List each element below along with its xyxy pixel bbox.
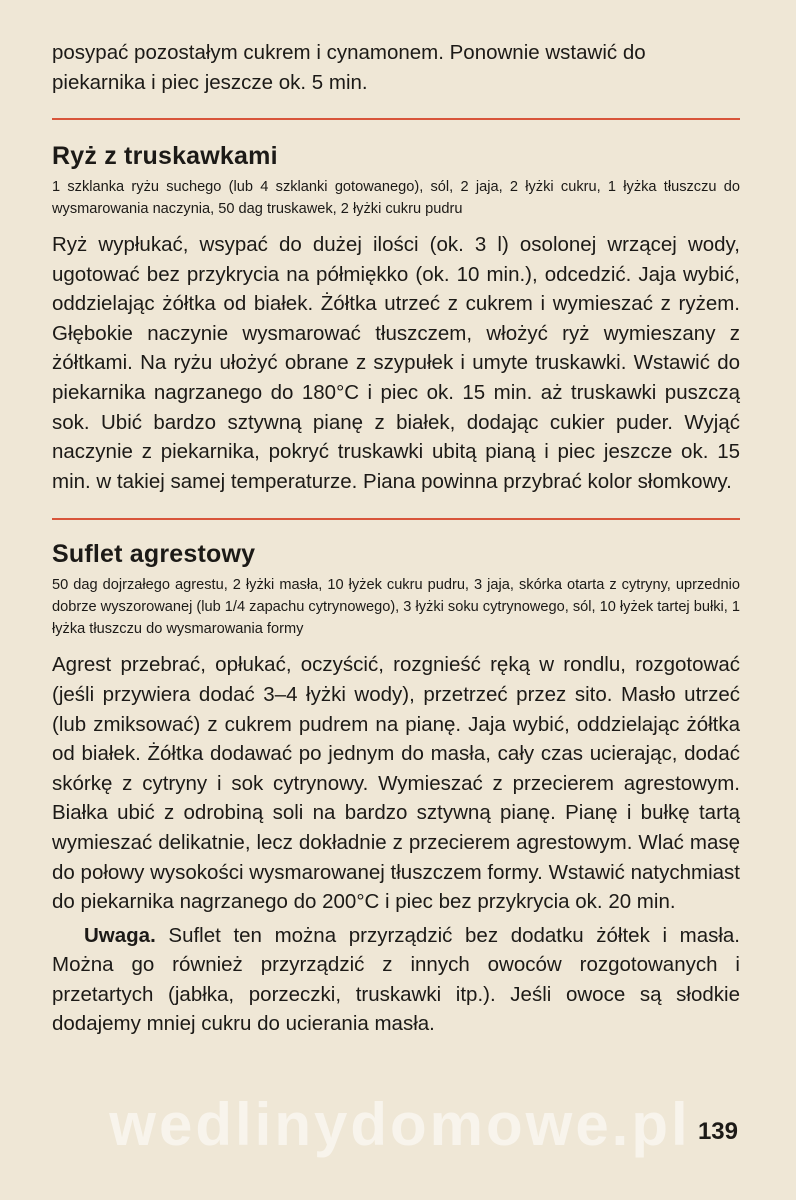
recipe-ryz-z-truskawkami (52, 140, 740, 496)
ingredients-list: 1 szklanka ryżu suchego (lub 4 szklanki gotowanego), sól, 2 jaja, 2 łyżki cukru, 1 łyżka tłuszczu do wysmarowania naczynia, 50 dag truskawek, 2 łyżki cukru pudru (52, 179, 740, 217)
recipe-note (52, 921, 740, 1039)
note-label: Uwaga. (84, 923, 156, 947)
recipe-instructions: Agrest przebrać, opłukać, oczyścić, rozgnieść ręką w rondlu, rozgotować (jeśli przywiera dodać 3–4 łyżki wody), przetrzeć przez sito. Masło utrzeć (lub zmiksować) z cukrem pudrem na pianę. Jaja wybić, oddzielając żółtka od białek. Żółtka dodawać po jednym do masła, cały czas ucierając, dodać skórkę z cytryny i sok cytrynowy. Wymieszać z przecierem agrestowym. Białka ubić z odrobiną soli na bardzo sztywną pianę. Pianę i bułkę tartą wymieszać delikatnie, lecz dokładnie z przecierem agrestowym. Wlać masę do połowy wysokości wysmarowanej tłuszczem formy. Wstawić natychmiast do piekarnika nagrzanego do 200°C i piec bez przykrycia ok. 20 min. (52, 653, 740, 914)
page-content (52, 38, 740, 1039)
section-divider (52, 518, 740, 520)
recipe-instructions: Ryż wypłukać, wsypać do dużej ilości (ok. 3 l) osolonej wrzącej wody, ugotować bez przykrycia na półmiękko (ok. 10 min.), odcedzić. Jaja wybić, oddzielając żółtka od białek. Żółtka utrzeć z cukrem i wymieszać z ryżem. Głębokie naczynie wysmarować tłuszczem, włożyć ryż wymieszany z żółtkami. Na ryżu ułożyć obrane z szypułek i umyte truskawki. Wstawić do piekarnika nagrzanego do 180°C i piec ok. 15 min. aż truskawki puszczą sok. Ubić bardzo sztywną pianę z białek, dodając cukier puder. Wyjąć naczynie z piekarnika, pokryć truskawki ubitą pianą i piec jeszcze ok. 15 min. w takiej samej temperaturze. Piana powinna przybrać kolor słomkowy. (52, 233, 740, 493)
section-divider (52, 118, 740, 120)
watermark: wedlinydomowe.pl (109, 1091, 691, 1158)
recipe-suflet-agrestowy (52, 538, 740, 1039)
recipe-title: Suflet agrestowy (52, 540, 256, 569)
note-text: Suflet ten można przyrządzić bez dodatku żółtek i masła. Można go również przyrządzić z innych owoców rozgotowanych i przetartych (jabłka, porzeczki, truskawki itp.). Jeśli owoce są słodkie dodajemy mniej cukru do ucierania masła. (52, 923, 740, 1036)
lead-paragraph: posypać pozostałym cukrem i cynamonem. Ponownie wstawić do piekarnika i piec jeszcze ok. 5 min. (52, 41, 646, 94)
ingredients-list: 50 dag dojrzałego agrestu, 2 łyżki masła, 10 łyżek cukru pudru, 3 jaja, skórka otarta z cytryny, uprzednio dobrze wyszorowanej (lub 1/4 zapachu cytrynowego), 3 łyżki soku cytrynowego, sól, 10 łyżek tartej bułki, 1 łyżka tłuszczu do wysmarowania formy (52, 577, 740, 638)
page-number: 139 (697, 1118, 738, 1145)
recipe-title: Ryż z truskawkami (52, 142, 278, 170)
